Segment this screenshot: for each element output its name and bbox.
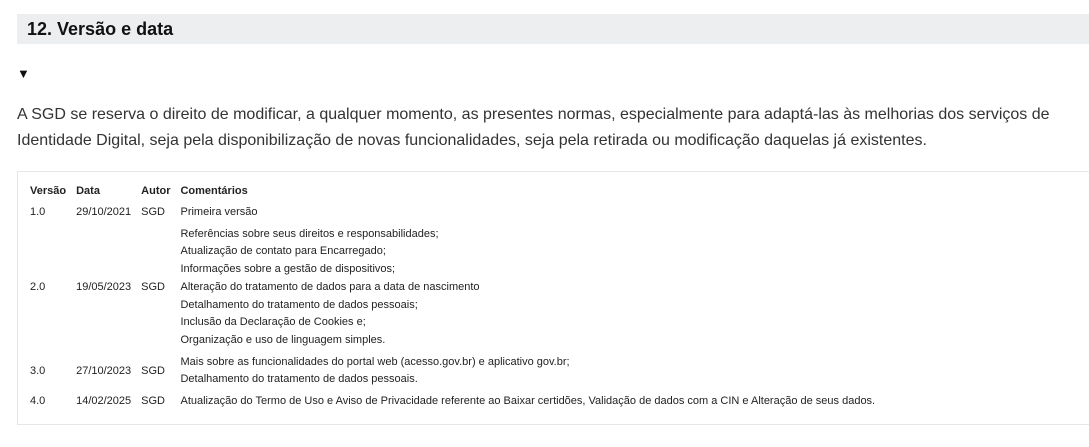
comment-line: Atualização do Termo de Uso e Aviso de Privacidade referente ao Baixar certidões, Validação de dados com a CIN e Alteração de seus dados. bbox=[180, 395, 876, 408]
cell-version: 3.0 bbox=[30, 364, 46, 377]
section-header bbox=[17, 14, 1089, 44]
cell-comments bbox=[176, 352, 881, 391]
version-table bbox=[26, 181, 881, 413]
cell-date: 29/10/2021 bbox=[76, 206, 132, 219]
comment-line: Mais sobre as funcionalidades do portal web (acesso.gov.br) e aplicativo gov.br; bbox=[180, 355, 570, 368]
cell-comments bbox=[176, 391, 881, 413]
comment-line: Organização e uso de linguagem simples. bbox=[180, 333, 386, 346]
cell-date: 19/05/2023 bbox=[76, 280, 132, 293]
comment-line: Primeira versão bbox=[180, 206, 258, 218]
comment-line: Referências sobre seus direitos e responsabilidades; bbox=[180, 227, 439, 240]
cell-date: 14/02/2025 bbox=[76, 395, 132, 408]
comment-line: Inclusão da Declaração de Cookies e; bbox=[180, 316, 366, 329]
table-header-row bbox=[26, 181, 881, 202]
table-row bbox=[26, 391, 881, 413]
cell-comments bbox=[176, 202, 881, 224]
cell-version: 2.0 bbox=[30, 280, 46, 293]
cell-author: SGD bbox=[141, 206, 165, 219]
version-table-container bbox=[17, 171, 1089, 425]
cell-version: 4.0 bbox=[30, 395, 46, 408]
cell-author: SGD bbox=[141, 395, 165, 408]
cell-author: SGD bbox=[141, 280, 165, 293]
header-date: Data bbox=[76, 185, 100, 197]
header-version: Versão bbox=[30, 185, 67, 197]
comment-line: Atualização de contato para Encarregado; bbox=[180, 245, 386, 258]
triangle-down-icon[interactable]: ▼ bbox=[17, 66, 30, 81]
cell-version: 1.0 bbox=[30, 206, 46, 219]
cell-comments bbox=[176, 224, 881, 352]
comment-line: Informações sobre a gestão de dispositivos; bbox=[180, 263, 396, 276]
comment-line: Detalhamento do tratamento de dados pessoais; bbox=[180, 298, 418, 311]
table-row bbox=[26, 202, 881, 224]
table-row bbox=[26, 224, 881, 352]
table-row bbox=[26, 352, 881, 391]
comment-line: Alteração do tratamento de dados para a data de nascimento bbox=[180, 280, 480, 293]
cell-date: 27/10/2023 bbox=[76, 364, 132, 377]
section-paragraph: A SGD se reserva o direito de modificar, a qualquer momento, as presentes normas, especialmente para adaptá-las às melhorias dos serviços de Identidade Digital, seja pela disponibilização de novas funcionalidades, seja pela retirada ou modificação daquelas já existentes. bbox=[17, 106, 1050, 149]
comment-line: Detalhamento do tratamento de dados pessoais. bbox=[180, 373, 418, 386]
header-comments: Comentários bbox=[180, 185, 248, 197]
section-title: 12. Versão e data bbox=[27, 18, 174, 39]
header-author: Autor bbox=[141, 185, 171, 197]
cell-author: SGD bbox=[141, 364, 165, 377]
